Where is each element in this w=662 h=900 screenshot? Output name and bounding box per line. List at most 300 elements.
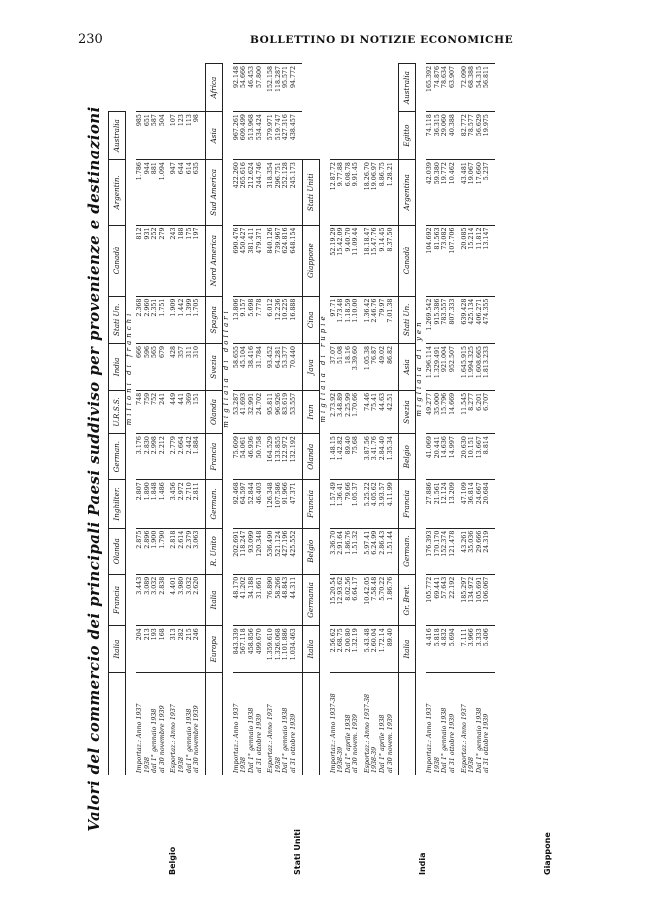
table-cell: 752 <box>151 390 159 433</box>
table-cell: 3.176 <box>136 434 144 480</box>
table-cell: 241 <box>159 390 171 433</box>
table-cell: 2.46.76 <box>371 296 379 343</box>
table-cell: 6.64.17 <box>352 574 364 625</box>
row-label: Importaz.: Anno 1937 <box>426 673 434 776</box>
table-cell: 21.561 <box>434 480 442 528</box>
table-row <box>426 64 434 776</box>
table-cell: 425.552 <box>290 528 302 574</box>
table-cell: 357 <box>178 344 186 391</box>
table-cell: 1.786 <box>136 160 144 225</box>
table-cell: 9.157 <box>240 296 248 343</box>
unit-row <box>416 64 427 776</box>
table-cell: 7.01.38 <box>387 296 399 343</box>
table-cell: 76.890 <box>267 574 275 625</box>
table-row <box>282 64 290 776</box>
table-cell: 13.147 <box>483 225 495 296</box>
table-row <box>461 64 469 776</box>
column-header: Belgio <box>302 528 319 574</box>
table-cell: 53.377 <box>282 344 290 391</box>
table-cell: 168 <box>159 626 171 673</box>
country-label: Stati Uniti <box>293 829 302 875</box>
table-cell: 614 <box>186 160 194 225</box>
table-cell: 204 <box>136 626 144 673</box>
table-cell: 519.747 <box>275 112 283 160</box>
table-cell: 2.779 <box>170 434 178 480</box>
table-cell: 50.758 <box>256 434 268 480</box>
table-row <box>248 64 256 776</box>
column-header: Sud America <box>205 160 222 225</box>
table-cell: 1.36.42 <box>364 296 372 343</box>
table-cell: 759 <box>144 390 152 433</box>
table-cell: 11.09.44 <box>352 225 364 296</box>
table-cell: 1.86.76 <box>387 574 399 625</box>
column-header: Stati Uniti <box>302 160 319 225</box>
table-cell: 296.751 <box>275 160 283 225</box>
table-cell: 79.66 <box>345 480 353 528</box>
unit-row <box>126 64 137 776</box>
table-cell: 12.236 <box>275 296 283 343</box>
table-cell: 265.616 <box>240 160 248 225</box>
column-header: Inghilter. <box>109 480 126 528</box>
table-cell: 105.772 <box>426 574 434 625</box>
column-header: Italia <box>205 574 222 625</box>
row-label: Importaz.: Anno 1937 <box>136 673 144 776</box>
table-row <box>159 64 171 776</box>
table-cell: 6.08.78 <box>345 160 353 225</box>
row-label: 1938 <box>178 673 186 776</box>
table-cell: 15.20.54 <box>330 574 338 625</box>
table-cell: 45.104 <box>240 344 248 391</box>
table-cell: 126.348 <box>267 480 275 528</box>
table-cell: 46.403 <box>256 480 268 528</box>
row-label: al 31 ottobre 1939 <box>290 673 302 776</box>
row-label: al 30 novem. 1939 <box>352 673 364 776</box>
row-label: Esportaz.: Anno 1937 <box>170 673 178 776</box>
table-cell: 406.271 <box>476 296 484 343</box>
table-cell: 188 <box>178 225 186 296</box>
table-title: Valori del commercio dei principali Paesi suddiviso per provenienze e destinazioni <box>85 106 103 832</box>
table-cell: 10.225 <box>282 296 290 343</box>
table-row <box>337 64 345 776</box>
table-cell: 164.529 <box>267 434 275 480</box>
table-cell: 279 <box>159 225 171 296</box>
table-cell: 46.936 <box>248 434 256 480</box>
table-cell: 47.371 <box>290 480 302 528</box>
table-cell: 245.173 <box>290 160 302 225</box>
table-cell: 79.97 <box>379 296 387 343</box>
table-row <box>330 64 338 776</box>
table-cell: 2.00.80 <box>345 626 353 673</box>
table-cell: 8.37.50 <box>387 225 399 296</box>
table-cell: 104.692 <box>426 225 434 296</box>
row-label: al 30 novembre 1939 <box>193 673 205 776</box>
table-cell: 132.192 <box>290 434 302 480</box>
table-cell: 113 <box>186 112 194 160</box>
table-cell: 54.315 <box>476 64 484 112</box>
table-cell: 679 <box>159 344 171 391</box>
table-row <box>476 64 484 776</box>
table-cell: 422.260 <box>233 160 241 225</box>
table-cell: 56.811 <box>483 64 495 112</box>
table-cell: 11.545 <box>461 390 469 433</box>
column-header: Asia <box>205 112 222 160</box>
table-cell: 31.784 <box>256 344 268 391</box>
table-cell: 92.148 <box>233 64 241 112</box>
column-header: Francia <box>302 480 319 528</box>
table-cell: 635 <box>193 160 205 225</box>
table-cell: 54.061 <box>240 434 248 480</box>
row-label: Dal 1° gennaio 1938 <box>476 673 484 776</box>
table-cell: 536.490 <box>267 528 275 574</box>
table-row <box>483 64 495 776</box>
column-header: Olanda <box>205 390 222 433</box>
table-cell: 441 <box>178 390 186 433</box>
column-header: Italia <box>399 626 416 673</box>
table-cell: 3.456 <box>170 480 178 528</box>
row-label: Importaz.: Anno 1937 <box>233 673 241 776</box>
table-cell: 944 <box>144 160 152 225</box>
section-header-row <box>205 64 222 776</box>
table-cell: 1.86.76 <box>345 528 353 574</box>
table-row <box>136 64 144 776</box>
table-cell: 2.379 <box>186 528 194 574</box>
table-cell: 59.380 <box>434 160 442 225</box>
table-cell: 1.890 <box>144 480 152 528</box>
column-header: U.R.S.S. <box>109 390 126 433</box>
table-row <box>387 64 399 776</box>
table-cell: 24.319 <box>483 528 495 574</box>
column-header: Belgio <box>399 434 416 480</box>
table-cell: 106.067 <box>483 574 495 625</box>
table-cell: 425.134 <box>468 296 476 343</box>
column-header: Australia <box>399 64 416 112</box>
table-cell: 639.428 <box>461 296 469 343</box>
row-label: Esportaz.: Anno 1937 <box>461 673 469 776</box>
table-cell: 1.900 <box>151 528 159 574</box>
country-label: Giappone <box>543 832 552 875</box>
table-cell: 8.277 <box>468 390 476 433</box>
row-label: Dal 1° gennaio 1938 <box>441 673 449 776</box>
table-cell: 2.998 <box>151 434 159 480</box>
table-cell: 93.099 <box>248 528 256 574</box>
table-cell: 2.60.04 <box>371 626 379 673</box>
table-cell: 5.698 <box>248 296 256 343</box>
table-cell: 1.101.886 <box>282 626 290 673</box>
table-cell: 43.481 <box>461 160 469 225</box>
unit-label: migliaia di yen <box>415 319 424 417</box>
table-cell: 1.269.542 <box>426 296 434 343</box>
table-cell: 12.124 <box>441 480 449 528</box>
row-label: al 30 novem. 1939 <box>387 673 399 776</box>
unit-blank <box>416 673 427 776</box>
unit-row <box>222 64 233 776</box>
table-cell: 1.28.21 <box>387 160 399 225</box>
table-cell: 243 <box>170 225 178 296</box>
table-cell: 783.557 <box>441 296 449 343</box>
table-cell: 3.87.56 <box>364 434 372 480</box>
table-cell: 3.443 <box>136 574 144 625</box>
table-cell: 244.746 <box>256 160 268 225</box>
column-header: Europa <box>205 626 222 673</box>
table-cell: 2.818 <box>170 528 178 574</box>
table-cell: 8.814 <box>483 434 495 480</box>
table-cell: 20.441 <box>434 434 442 480</box>
table-cell: 37.07 <box>330 344 338 391</box>
table-cell: 5.97.41 <box>364 528 372 574</box>
section-header-row <box>399 64 416 776</box>
table-cell: 2.710 <box>186 480 194 528</box>
table-cell: 15.47.76 <box>371 225 379 296</box>
table-cell: 78.577 <box>468 112 476 160</box>
table-cell: 6.012 <box>267 296 275 343</box>
row-label: 1938 <box>275 673 283 776</box>
table-cell: 748 <box>136 390 144 433</box>
table-cell: 78.634 <box>441 64 449 112</box>
table-cell: 2.351 <box>151 296 159 343</box>
table-cell: 952.507 <box>449 344 461 391</box>
table-cell: 2.830 <box>144 434 152 480</box>
table-cell: 48.843 <box>282 574 290 625</box>
table-cell: 52.19.29 <box>330 225 338 296</box>
row-label: al 30 novembre 1939 <box>159 673 171 776</box>
unit-label: migliaia di dollari <box>221 308 230 428</box>
table-cell: 76.87 <box>371 344 379 391</box>
table-cell: 202.691 <box>233 528 241 574</box>
table-cell: 3.032 <box>151 574 159 625</box>
table-cell: 41.202 <box>240 574 248 625</box>
header-blank <box>109 673 126 776</box>
table-row <box>186 64 194 776</box>
table-cell: 40.388 <box>449 112 461 160</box>
table-cell: 812 <box>136 225 144 296</box>
section-header-row <box>302 64 319 776</box>
table-row <box>178 64 186 776</box>
table-cell: 311 <box>186 344 194 391</box>
table-cell: 651 <box>144 112 152 160</box>
column-header: Gr. Bret. <box>399 574 416 625</box>
table-cell: 3.032 <box>186 574 194 625</box>
table-cell: 34.188 <box>248 574 256 625</box>
table-cell: 2.212 <box>159 434 171 480</box>
table-cell: 118.247 <box>240 528 248 574</box>
column-header: Asia <box>399 344 416 391</box>
table-cell: 6.201 <box>476 390 484 433</box>
table-cell: 6.24.99 <box>371 528 379 574</box>
table-cell: 19.067 <box>468 160 476 225</box>
table-cell: 2.84.40 <box>379 434 387 480</box>
table-cell: 95.571 <box>282 64 290 112</box>
unit-row <box>319 64 330 776</box>
table-cell: 2.368 <box>136 296 144 343</box>
table-cell: 1.884 <box>193 434 205 480</box>
table-cell: 3.93.57 <box>379 480 387 528</box>
table-cell: 75.68 <box>352 434 364 480</box>
table-cell: 31.661 <box>256 574 268 625</box>
column-header: Francia <box>205 434 222 480</box>
table-cell: 1.645.915 <box>461 344 469 391</box>
column-header: Olanda <box>109 528 126 574</box>
table-cell: 47.109 <box>461 480 469 528</box>
table-cell: 1.51.44 <box>387 528 399 574</box>
table-cell: 1.608.665 <box>476 344 484 391</box>
table-cell: 107.586 <box>275 480 283 528</box>
table-cell: 49.277 <box>426 390 434 433</box>
table-cell: 7.111 <box>461 626 469 673</box>
table-cell: 57.800 <box>256 64 268 112</box>
table-cell: 63.907 <box>449 64 461 112</box>
column-header: Francia <box>109 574 126 625</box>
table-cell: 2.442 <box>186 434 194 480</box>
table-cell: 381.411 <box>248 225 256 296</box>
table-cell: 1.32.19 <box>352 626 364 673</box>
column-header: German. <box>109 434 126 480</box>
table-cell: 73.082 <box>441 225 449 296</box>
table-cell: 70.440 <box>290 344 302 391</box>
table-row <box>290 64 302 776</box>
table-row <box>449 64 461 776</box>
table-cell: 185.297 <box>461 574 469 625</box>
table-cell: 7.778 <box>256 296 268 343</box>
table-cell: 72.090 <box>461 64 469 112</box>
table-cell: 107.706 <box>449 225 461 296</box>
table-cell: 1.034.463 <box>290 626 302 673</box>
table-cell: 152.158 <box>267 64 275 112</box>
row-label: Esportaz.: Anno 1937 <box>267 673 275 776</box>
column-header: Canadà <box>109 225 126 296</box>
table-cell: 93.452 <box>267 344 275 391</box>
table-cell: 48.170 <box>233 574 241 625</box>
table-cell: 36.315 <box>434 112 442 160</box>
table-cell: 504 <box>159 112 171 160</box>
table-cell: 499.670 <box>256 626 268 673</box>
table-cell: 1.442 <box>178 296 186 343</box>
table-cell: 3.063 <box>193 528 205 574</box>
table-cell: 15.214 <box>468 225 476 296</box>
table-cell: 29.060 <box>441 112 449 160</box>
table-cell: 1.10.00 <box>352 296 364 343</box>
table-cell: 690.476 <box>233 225 241 296</box>
table-cell: 98 <box>193 112 205 160</box>
table-cell: 1.36.41 <box>337 480 345 528</box>
table-cell: 133.855 <box>275 434 283 480</box>
table-cell: 579.971 <box>267 112 275 160</box>
row-label: Esportaz.: Anno 1937-38 <box>364 673 372 776</box>
table-cell: 18.16 <box>345 344 353 391</box>
row-label: Dal 1° aprile 1938 <box>345 673 353 776</box>
table-cell: 13.209 <box>449 480 461 528</box>
table-cell: 46.453 <box>248 64 256 112</box>
table-row <box>352 64 364 776</box>
column-header: Java <box>302 344 319 391</box>
table-cell: 807.333 <box>449 296 461 343</box>
table-cell: 32.991 <box>248 390 256 433</box>
column-header: Stati Un. <box>109 296 126 343</box>
table-cell: 20.630 <box>461 434 469 480</box>
table-row <box>468 64 476 776</box>
table-cell: 427.196 <box>282 528 290 574</box>
table-cell: 2.664 <box>178 434 186 480</box>
table-cell: 152.374 <box>441 528 449 574</box>
row-label: Dal 1° aprile 1938 <box>379 673 387 776</box>
table-cell: 8.02.56 <box>345 574 353 625</box>
table-cell: 1.705 <box>193 296 205 343</box>
column-header: Australia <box>109 112 126 160</box>
table-cell: 985 <box>136 112 144 160</box>
row-label: 1938-39 <box>371 673 379 776</box>
table-cell: 11.812 <box>476 225 484 296</box>
table-row <box>233 64 241 776</box>
table-row <box>379 64 387 776</box>
row-label: 1938 <box>144 673 152 776</box>
table-cell: 915.386 <box>434 296 442 343</box>
table-row <box>364 64 372 776</box>
table-cell: 3.41.76 <box>371 434 379 480</box>
header-blank <box>205 673 222 776</box>
table-cell: 1.51.32 <box>352 528 364 574</box>
table-cell: 1.326.068 <box>275 626 283 673</box>
table-cell: 82.772 <box>461 112 469 160</box>
table-cell: 5.43.48 <box>364 626 372 673</box>
unit-label: migliaia di rupie <box>318 313 327 423</box>
row-label: 1938-39 <box>337 673 345 776</box>
table-cell: 58.266 <box>275 574 283 625</box>
column-header: Africa <box>205 64 222 112</box>
table-row <box>144 64 152 776</box>
table-cell: 921.004 <box>441 344 449 391</box>
table-row <box>193 64 205 776</box>
table-cell: 92.468 <box>233 480 241 528</box>
row-label: Dal 1° gennaio 1938 <box>248 673 256 776</box>
table-cell: 3.39.60 <box>352 344 364 391</box>
country-label: Belgio <box>168 846 177 875</box>
table-cell: 1.848 <box>151 480 159 528</box>
table-cell: 282 <box>178 626 186 673</box>
header-blank <box>399 673 416 776</box>
table-cell: 20.085 <box>461 225 469 296</box>
table-cell: 58.655 <box>233 344 241 391</box>
table-cell: 1.72.14 <box>379 626 387 673</box>
table-cell: 24.667 <box>476 480 484 528</box>
table-cell: 474.355 <box>483 296 495 343</box>
table-cell: 4.832 <box>441 626 449 673</box>
table-cell: 36.814 <box>468 480 476 528</box>
table-cell: 8.86.75 <box>379 160 387 225</box>
table-cell: 5.406 <box>483 626 495 673</box>
table-cell: 1.399 <box>186 296 194 343</box>
column-header: Giappone <box>302 225 319 296</box>
table-cell: 567.118 <box>240 626 248 673</box>
table-cell: 438.457 <box>290 112 302 160</box>
table-cell: 7.58.48 <box>371 574 379 625</box>
section-header-row <box>109 64 126 776</box>
table-cell: 2.960 <box>144 296 152 343</box>
table-cell: 49.02 <box>379 344 387 391</box>
table-cell: 4.11.99 <box>387 480 399 528</box>
table-cell: 121.478 <box>449 528 461 574</box>
table-cell: 1.35.34 <box>387 434 399 480</box>
row-label: al 31 ottobre 1939 <box>483 673 495 776</box>
column-header: Germania <box>302 574 319 625</box>
table-cell: 95.811 <box>267 390 275 433</box>
table-cell: 165.392 <box>426 64 434 112</box>
table-cell: 74.46 <box>364 390 372 433</box>
table-cell: 9.40.70 <box>345 225 353 296</box>
table-cell: 648.154 <box>290 225 302 296</box>
table-cell: 1.790 <box>159 528 171 574</box>
table-cell: 122.972 <box>282 434 290 480</box>
table-cell: 1.57.49 <box>330 480 338 528</box>
table-cell: 1.994.325 <box>468 344 476 391</box>
